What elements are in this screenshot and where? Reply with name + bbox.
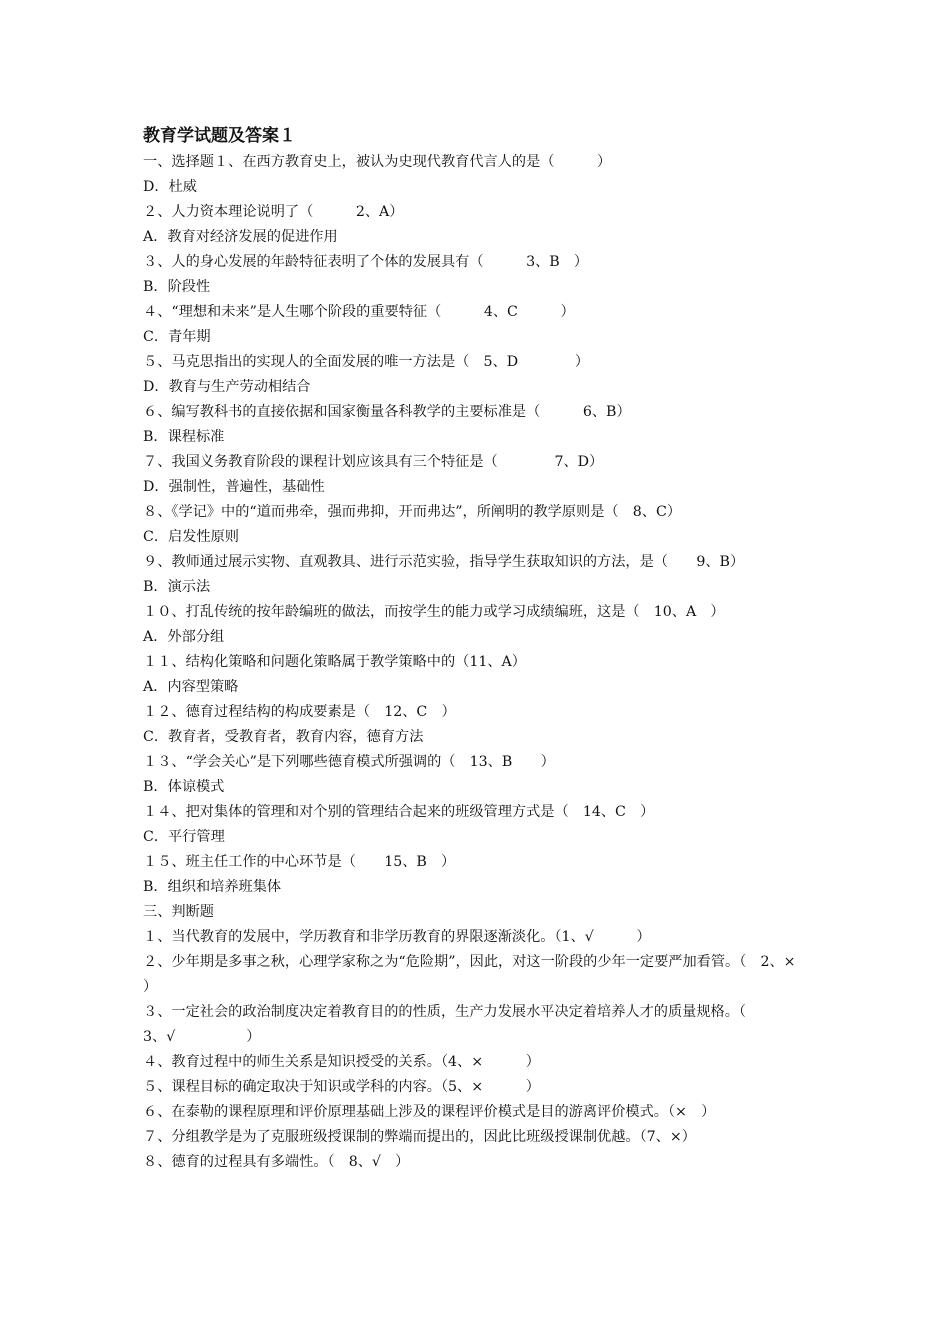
document-line: C．教育者，受教育者，教育内容，德育方法	[143, 729, 424, 745]
document-line: ６、在泰勒的课程原理和评价原理基础上涉及的课程评价模式是目的游离评价模式。（× ）	[143, 1104, 716, 1120]
document-line: １３、“学会关心”是下列哪些德育模式所强调的（ 13、B ）	[143, 754, 555, 770]
document-line: C．青年期	[143, 329, 211, 345]
document-line: ２、人力资本理论说明了（ 2、A）	[143, 204, 404, 220]
document-line: ４、教育过程中的师生关系是知识授受的关系。（4、× ）	[143, 1054, 540, 1070]
document-line: ３、一定社会的政治制度决定着教育目的的性质，生产力发展水平决定着培养人才的质量规格。（ 3、√ ）	[143, 1004, 817, 1045]
document-line: ６、编写教科书的直接依据和国家衡量各科教学的主要标准是（ 6、B）	[143, 404, 631, 420]
document-line: A．教育对经济发展的促进作用	[143, 229, 338, 245]
document-line: ２、少年期是多事之秋，心理学家称之为“危险期”，因此，对这一阶段的少年一定要严加看管。（ 2、× ）	[143, 954, 810, 995]
document-line: １１、结构化策略和问题化策略属于教学策略中的（11、A）	[143, 654, 526, 670]
document-line: B．组织和培养班集体	[143, 879, 282, 895]
document-line: D．强制性，普遍性，基础性	[143, 479, 325, 495]
document-body	[143, 150, 817, 1175]
document-line: B．体谅模式	[143, 779, 225, 795]
document-line: B．课程标准	[143, 429, 225, 445]
document-line: １０、打乱传统的按年龄编班的做法，而按学生的能力或学习成绩编班，这是（ 10、A ）	[143, 604, 725, 620]
document-content	[143, 122, 817, 1175]
document-line: ８、德育的过程具有多端性。（ 8、√ ）	[143, 1154, 410, 1170]
document-line: D．教育与生产劳动相结合	[143, 379, 311, 395]
document-line: ９、教师通过展示实物、直观教具、进行示范实验，指导学生获取知识的方法，是（ 9、B）	[143, 554, 745, 570]
document-line: D．杜威	[143, 179, 197, 195]
document-line: １４、把对集体的管理和对个别的管理结合起来的班级管理方式是（ 14、C ）	[143, 804, 655, 820]
document-line: A．内容型策略	[143, 679, 239, 695]
document-line: ４、“理想和未来”是人生哪个阶段的重要特征（ 4、C ）	[143, 304, 575, 320]
document-title: 教育学试题及答案１	[143, 126, 296, 146]
document-line: １、当代教育的发展中，学历教育和非学历教育的界限逐渐淡化。（1、√ ）	[143, 929, 651, 945]
document-line: ７、我国义务教育阶段的课程计划应该具有三个特征是（ 7、D）	[143, 454, 604, 470]
document-line: ５、课程目标的确定取决于知识或学科的内容。（5、× ）	[143, 1079, 540, 1095]
document-line: 三、判断题	[143, 904, 214, 920]
document-line: １５、班主任工作的中心环节是（ 15、B ）	[143, 854, 456, 870]
document-line: 一、选择题１、在西方教育史上，被认为史现代教育代言人的是（ ）	[143, 154, 612, 170]
document-line: ３、人的身心发展的年龄特征表明了个体的发展具有（ 3、B ）	[143, 254, 589, 270]
document-line: ７、分组教学是为了克服班级授课制的弊端而提出的，因此比班级授课制优越。（7、×）	[143, 1129, 696, 1145]
document-line: A．外部分组	[143, 629, 225, 645]
document-line: B．演示法	[143, 579, 211, 595]
document-line: １２、德育过程结构的构成要素是（ 12、C ）	[143, 704, 456, 720]
document-line: C．平行管理	[143, 829, 225, 845]
document-line: ８、《学记》中的“道而弗牵，强而弗抑，开而弗达”，所阐明的教学原则是（ 8、C）	[143, 504, 682, 520]
document-line: B．阶段性	[143, 279, 211, 295]
document-line: ５、马克思指出的实现人的全面发展的唯一方法是（ 5、D ）	[143, 354, 590, 370]
document-line: C．启发性原则	[143, 529, 239, 545]
